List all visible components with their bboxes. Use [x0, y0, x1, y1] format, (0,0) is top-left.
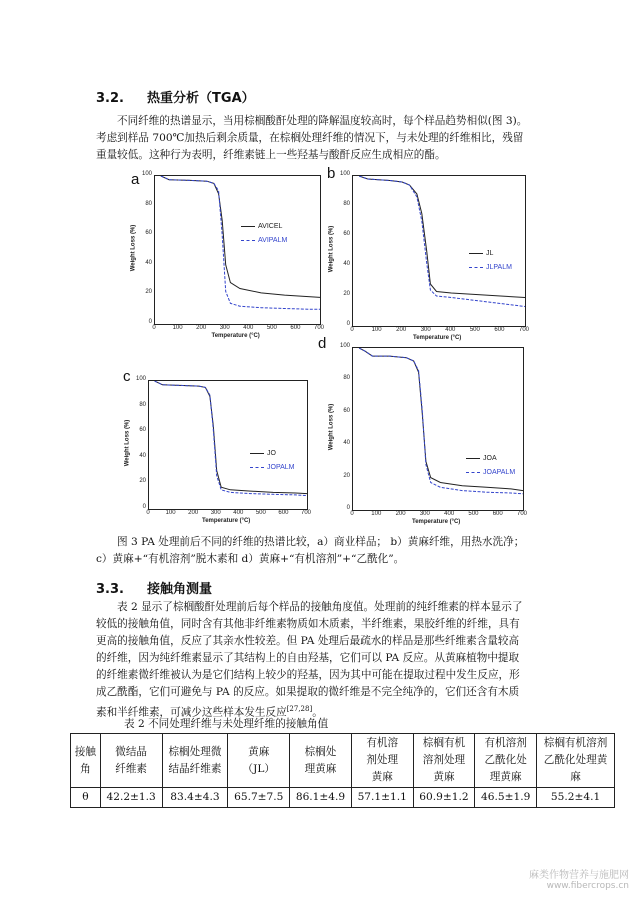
legend-entry [241, 223, 282, 230]
caption-line: c）黄麻+“有机溶剂”脱木素和 d）黄麻+“有机溶剂”+“乙酰化”。 [96, 553, 405, 565]
y-tick-label: 20 [343, 472, 350, 479]
x-tick-label: 0 [152, 325, 156, 331]
panel-letter: b [327, 165, 336, 182]
section-number: 3.3. [96, 582, 124, 597]
text-line: 的纤维素微纤维被认为是它们结构上较少的羟基，因为其中可能在提取过程中发生反应，形 [96, 669, 520, 681]
text-line: 更高的接触角值，反应了其亲水性较差。但 PA 处理后最疏水的样品是那些纤维素含量较高 [96, 635, 520, 647]
table-cell: 42.2±1.3 [100, 788, 162, 808]
legend-swatch [250, 467, 264, 468]
x-tick-label: 200 [396, 327, 407, 333]
table-header-cell [290, 734, 352, 788]
y-tick-label: 100 [339, 343, 350, 349]
x-tick-label: 0 [350, 327, 354, 333]
y-axis-label: Weight Loss (%) [130, 224, 137, 272]
table-header-cell [351, 734, 413, 788]
y-axis-label: Weight Loss (%) [328, 403, 335, 451]
y-tick-label: 40 [145, 259, 152, 266]
contact-angle-table [70, 733, 615, 808]
panel-letter: c [123, 368, 131, 385]
header-text: 剂处理 [366, 754, 399, 766]
legend-entry [466, 469, 515, 476]
x-tick-label: 200 [196, 325, 207, 331]
plot-svg [353, 176, 525, 326]
x-axis-label: Temperature (°C) [413, 335, 462, 341]
y-tick-label: 80 [343, 201, 350, 207]
y-tick-label: 80 [139, 401, 146, 408]
header-text: 棕榈处理微 [168, 745, 222, 758]
y-tick-label: 40 [139, 452, 146, 459]
header-text: 结晶纤维素 [168, 762, 222, 775]
section-heading-contact-angle [96, 578, 212, 597]
legend-swatch [469, 267, 483, 268]
section-title: 接触角测量 [147, 582, 213, 597]
section-title: 热重分析（TGA） [147, 91, 255, 106]
legend-entry [241, 237, 287, 244]
x-tick-label: 700 [301, 510, 312, 516]
table-header-cell [100, 734, 162, 788]
table-header-cell [228, 734, 290, 788]
x-tick-label: 700 [517, 511, 528, 517]
x-tick-label: 500 [255, 510, 266, 516]
header-text: （JL） [242, 762, 275, 775]
legend-label: JL [486, 250, 494, 257]
y-tick-label: 0 [346, 505, 350, 511]
y-tick-label: 0 [142, 504, 146, 510]
y-axis-label: Weight Loss (%) [328, 225, 335, 273]
panel-letter: a [131, 171, 140, 188]
table-cell: 65.7±7.5 [228, 788, 290, 808]
series-line-jopalm [155, 381, 307, 496]
x-tick-label: 300 [210, 510, 221, 516]
table-header-cell [162, 734, 228, 788]
x-tick-label: 0 [350, 511, 354, 517]
figure-panel-c [118, 368, 312, 533]
table-cell: 55.2±4.1 [537, 788, 615, 808]
text-fragment: 。 [312, 706, 323, 719]
x-tick-label: 600 [492, 511, 503, 517]
y-tick-label: 100 [135, 376, 146, 382]
legend-label: AVIPALM [258, 237, 288, 244]
header-text: 黄麻 [433, 771, 455, 783]
figure-caption [96, 534, 556, 568]
table-cell: 46.5±1.9 [475, 788, 537, 808]
legend-entry [469, 250, 493, 257]
text-line: 考虑到样品 700℃加热后剩余质量，在棕榈处理纤维的情况下，与未处理的纤维相比，残留 [96, 132, 524, 144]
header-text: 理黄麻 [489, 771, 522, 783]
legend-swatch [241, 226, 255, 227]
header-text: 乙酰化处理黄 [543, 754, 608, 766]
legend-label: JOA [483, 455, 497, 462]
x-tick-label: 400 [444, 511, 455, 517]
series-line-jlpalm [359, 176, 525, 307]
header-text: 棕榈有机 [422, 737, 466, 749]
figure-panel-b [322, 163, 530, 348]
y-tick-label: 80 [145, 200, 152, 207]
table-header-cell [475, 734, 537, 788]
legend-label: JLPALM [486, 264, 512, 271]
plot-area [352, 175, 526, 327]
section-number: 3.2. [96, 91, 124, 106]
section-heading-tga [96, 87, 255, 106]
plot-area [154, 175, 321, 325]
y-axis-label: Weight Loss (%) [124, 419, 131, 467]
x-tick-label: 100 [371, 511, 382, 517]
header-text: 纤维素 [115, 762, 148, 775]
table-cell: 83.4±4.3 [162, 788, 228, 808]
legend-swatch [466, 472, 480, 473]
figure-panel-d [316, 335, 530, 530]
y-tick-label: 20 [139, 478, 146, 485]
y-tick-label: 0 [346, 321, 350, 327]
x-tick-label: 600 [290, 325, 301, 331]
x-tick-label: 100 [172, 325, 183, 331]
legend-entry [250, 450, 276, 457]
plot-svg [155, 176, 320, 324]
y-tick-label: 40 [343, 440, 350, 447]
y-tick-label: 100 [141, 171, 152, 177]
y-tick-label: 60 [343, 231, 350, 237]
citation: [27,28] [286, 705, 313, 713]
y-tick-label: 40 [343, 261, 350, 267]
x-tick-label: 300 [420, 327, 431, 333]
x-axis-label: Temperature (°C) [202, 518, 251, 524]
paragraph-tga [96, 113, 544, 164]
header-text: 溶剂处理 [422, 754, 466, 766]
plot-svg [353, 348, 523, 510]
header-text: 角 [80, 762, 91, 775]
legend-swatch [250, 453, 264, 454]
x-tick-label: 500 [469, 327, 480, 333]
legend-label: AVICEL [258, 223, 283, 230]
header-text: 理黄麻 [304, 762, 337, 775]
legend-entry [250, 464, 295, 471]
y-tick-label: 0 [148, 319, 152, 325]
table-cell: 60.9±1.2 [413, 788, 475, 808]
x-tick-label: 0 [146, 510, 150, 516]
series-line-jo [155, 381, 307, 494]
header-text: 微结晶 [115, 745, 148, 758]
header-text: 棕榈处 [304, 745, 337, 758]
text-line: 较低的接触角值，同时含有其他非纤维素物质如木质素，半纤维素，果胶纤维的纤维，具有 [96, 618, 520, 630]
paragraph-contact-angle [96, 599, 544, 722]
x-tick-label: 700 [519, 327, 530, 333]
x-tick-label: 600 [494, 327, 505, 333]
header-text: 乙酰化处 [484, 754, 527, 766]
y-tick-label: 100 [339, 171, 350, 177]
text-line: 不同纤维的热谱显示，当用棕榈酸酐处理的降解温度较高时，每个样品趋势相似(图 3)。 [117, 115, 528, 127]
table-header-cell [413, 734, 475, 788]
legend-entry [469, 264, 512, 271]
table-row [71, 788, 615, 808]
legend-label: JO [267, 450, 276, 457]
table-caption: 表 2 不同处理纤维与未处理纤维的接触角值 [124, 718, 329, 730]
x-tick-label: 300 [419, 511, 430, 517]
table-header-cell [537, 734, 615, 788]
legend-entry [466, 455, 497, 462]
x-tick-label: 700 [314, 325, 325, 331]
table-header-cell [71, 734, 101, 788]
text-fragment: 素和半纤维素，可减少这些样本发生反应 [96, 706, 287, 719]
y-tick-label: 60 [139, 427, 146, 434]
watermark [529, 870, 629, 892]
header-text: 有机溶剂 [484, 737, 527, 749]
legend-swatch [469, 253, 483, 254]
x-tick-label: 100 [165, 510, 176, 516]
x-tick-label: 500 [266, 325, 277, 331]
y-tick-label: 60 [343, 407, 350, 414]
x-tick-label: 200 [188, 510, 199, 516]
y-tick-label: 60 [145, 230, 152, 237]
caption-line: 图 3 PA 处理前后不同的纤维的热谱比较，a）商业样品； b）黄麻纤维，用热水洗净； [117, 536, 525, 548]
text-line: 重量较低。这种行为表明，纤维素链上一些羟基与酸酐反应生成相应的酯。 [96, 149, 446, 161]
y-tick-label: 20 [343, 291, 350, 297]
plot-svg [149, 381, 307, 509]
watermark-url: www.fibercrops.cn [546, 881, 629, 891]
plot-area [148, 380, 308, 510]
header-text: 黄麻 [371, 771, 393, 783]
x-tick-label: 300 [219, 325, 230, 331]
x-tick-label: 400 [445, 327, 456, 333]
x-axis-label: Temperature (°C) [412, 519, 461, 525]
panel-letter: d [318, 335, 327, 352]
table-header-row [71, 734, 615, 788]
header-text: 有机溶 [366, 737, 399, 749]
header-text: 棕榈有机溶剂 [543, 737, 608, 749]
table-cell: 86.1±4.9 [290, 788, 352, 808]
table-cell: 57.1±1.1 [351, 788, 413, 808]
watermark-text: 麻类作物营养与施肥网 [529, 870, 629, 881]
x-tick-label: 500 [468, 511, 479, 517]
figure-panel-a [124, 167, 328, 352]
x-tick-label: 400 [243, 325, 254, 331]
legend-swatch [466, 458, 480, 459]
legend-swatch [241, 240, 255, 241]
series-line-jl [359, 176, 525, 298]
header-text: 接触 [74, 745, 96, 758]
y-tick-label: 20 [145, 289, 152, 296]
text-line: 成乙酰酯，它们可避免与 PA 的反应。如果提取的微纤维是不完全纯净的，它们还含有木质 [96, 686, 520, 698]
x-tick-label: 400 [233, 510, 244, 516]
x-tick-label: 600 [278, 510, 289, 516]
header-text: 黄麻 [248, 745, 270, 758]
x-axis-label: Temperature (°C) [211, 333, 260, 339]
y-tick-label: 80 [343, 375, 350, 382]
plot-area [352, 347, 524, 511]
legend-label: JOPALM [267, 464, 295, 471]
x-tick-label: 100 [371, 327, 382, 333]
legend-label: JOAPALM [483, 469, 516, 476]
table-cell: θ [71, 788, 101, 808]
text-line: 表 2 显示了棕榈酸酐处理前后每个样品的接触角度值。处理前的纯纤维素的样本显示了 [117, 601, 523, 613]
header-text: 麻 [570, 771, 581, 783]
x-tick-label: 200 [395, 511, 406, 517]
text-line: 的纤维，因为纯纤维素显示了其结构上的自由羟基，它们可以 PA 反应。从黄麻植物中提取 [96, 652, 520, 664]
